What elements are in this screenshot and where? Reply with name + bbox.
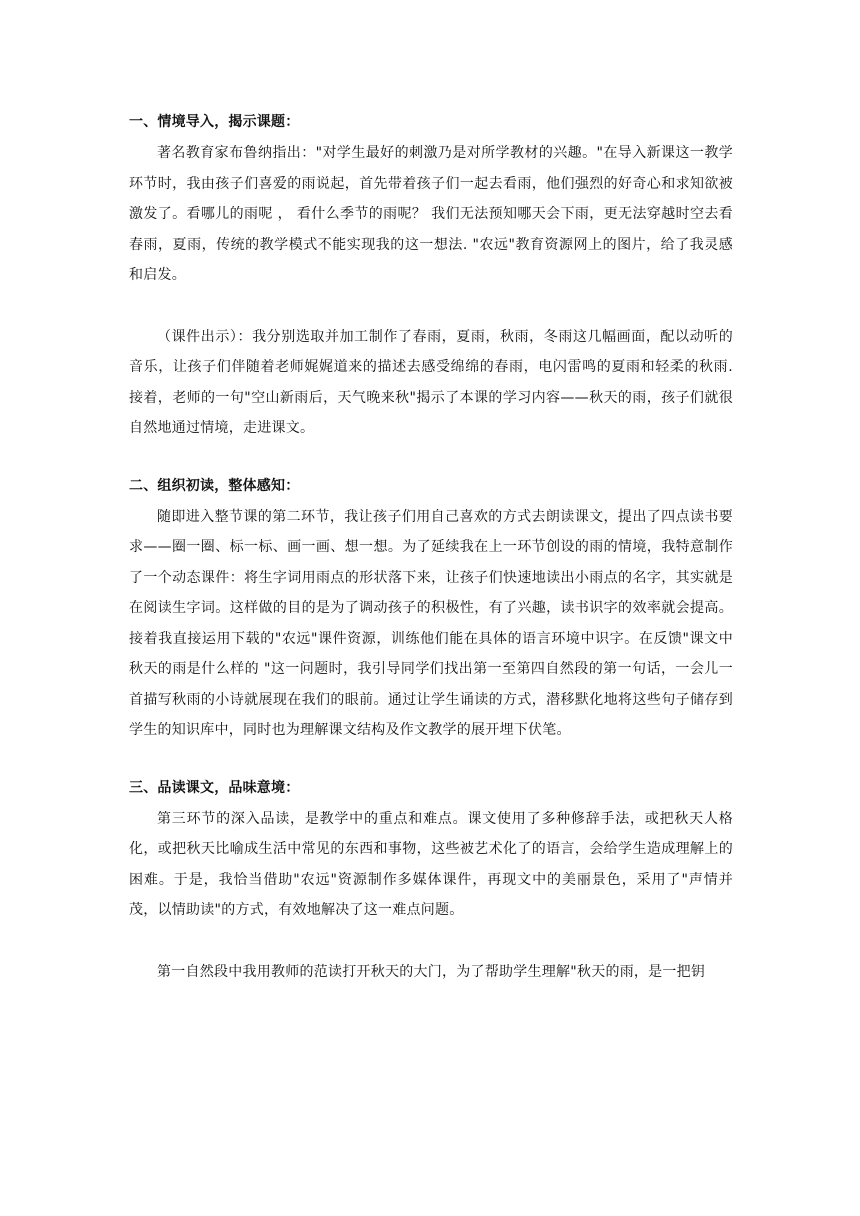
paragraph-3-2: 第一自然段中我用教师的范读打开秋天的大门，为了帮助学生理解"秋天的雨，是一把钥 xyxy=(157,963,706,980)
paragraph-1-2: （课件出示）：我分别选取并加工制作了春雨，夏雨，秋雨，冬雨这几幅画面，配以动听的音乐，让孩子们伴随着老师娓娓道来的描述去感受绵绵的春雨，电闪雷鸣的夏雨和轻柔的秋雨. 接着，老师的一句"空山新雨后，天气晚来秋"揭示了本课的学习内容——秋天的雨，孩子们就很自然地通过情境，走进课文。 xyxy=(129,328,733,436)
document-body xyxy=(129,108,733,987)
section-heading-2: 二、组织初读，整体感知： xyxy=(129,477,300,494)
paragraph-2-1: 随即进入整节课的第二环节，我让孩子们用自己喜欢的方式去朗读课文，提出了四点读书要求——圈一圈、标一标、画一画、想一想。为了延续我在上一环节创设的雨的情境，我特意制作了一个动态课件：将生字词用雨点的形状落下来，让孩子们快速地读出小雨点的名字，其实就是在阅读生字词。这样做的目的是为了调动孩子的积极性，有了兴趣，读书识字的效率就会提高。接着我直接运用下载的"农远"课件资源，训练他们能在具体的语言环境中识字。在反馈"课文中秋天的雨是什么样的 "这一问题时，我引导同学们找出第一至第四自然段的第一句话，一会儿一首描写秋雨的小诗就展现在我们的眼前。通过让学生诵读的方式，潜移默化地将这些句子储存到学生的知识库中，同时也为理解课文结构及作文教学的展开埋下伏笔。 xyxy=(129,508,733,738)
section-heading-3: 三、品读课文，品味意境： xyxy=(129,779,300,796)
paragraph-1-1: 著名教育家布鲁纳指出："对学生最好的刺激乃是对所学教材的兴趣。"在导入新课这一教学环节时，我由孩子们喜爱的雨说起，首先带着孩子们一起去看雨，他们强烈的好奇心和求知欲被激发了。看哪儿的雨呢 ， 看什么季节的雨呢？ 我们无法预知哪天会下雨，更无法穿越时空去看春雨，夏雨，传统的教学模式不能实现我的这一想法. "农远"教育资源网上的图片，给了我灵感和启发。 xyxy=(129,145,733,283)
paragraph-3-1: 第三环节的深入品读，是教学中的重点和难点。课文使用了多种修辞手法，或把秋天人格化，或把秋天比喻成生活中常见的东西和事物，这些被艺术化了的语言，会给学生造成理解上的困难。于是，我恰当借助"农远"资源制作多媒体课件，再现文中的美丽景色，采用了"声情并茂，以情助读"的方式，有效地解决了这一难点问题。 xyxy=(129,810,733,918)
section-heading-1: 一、情境导入，揭示课题： xyxy=(129,114,300,130)
